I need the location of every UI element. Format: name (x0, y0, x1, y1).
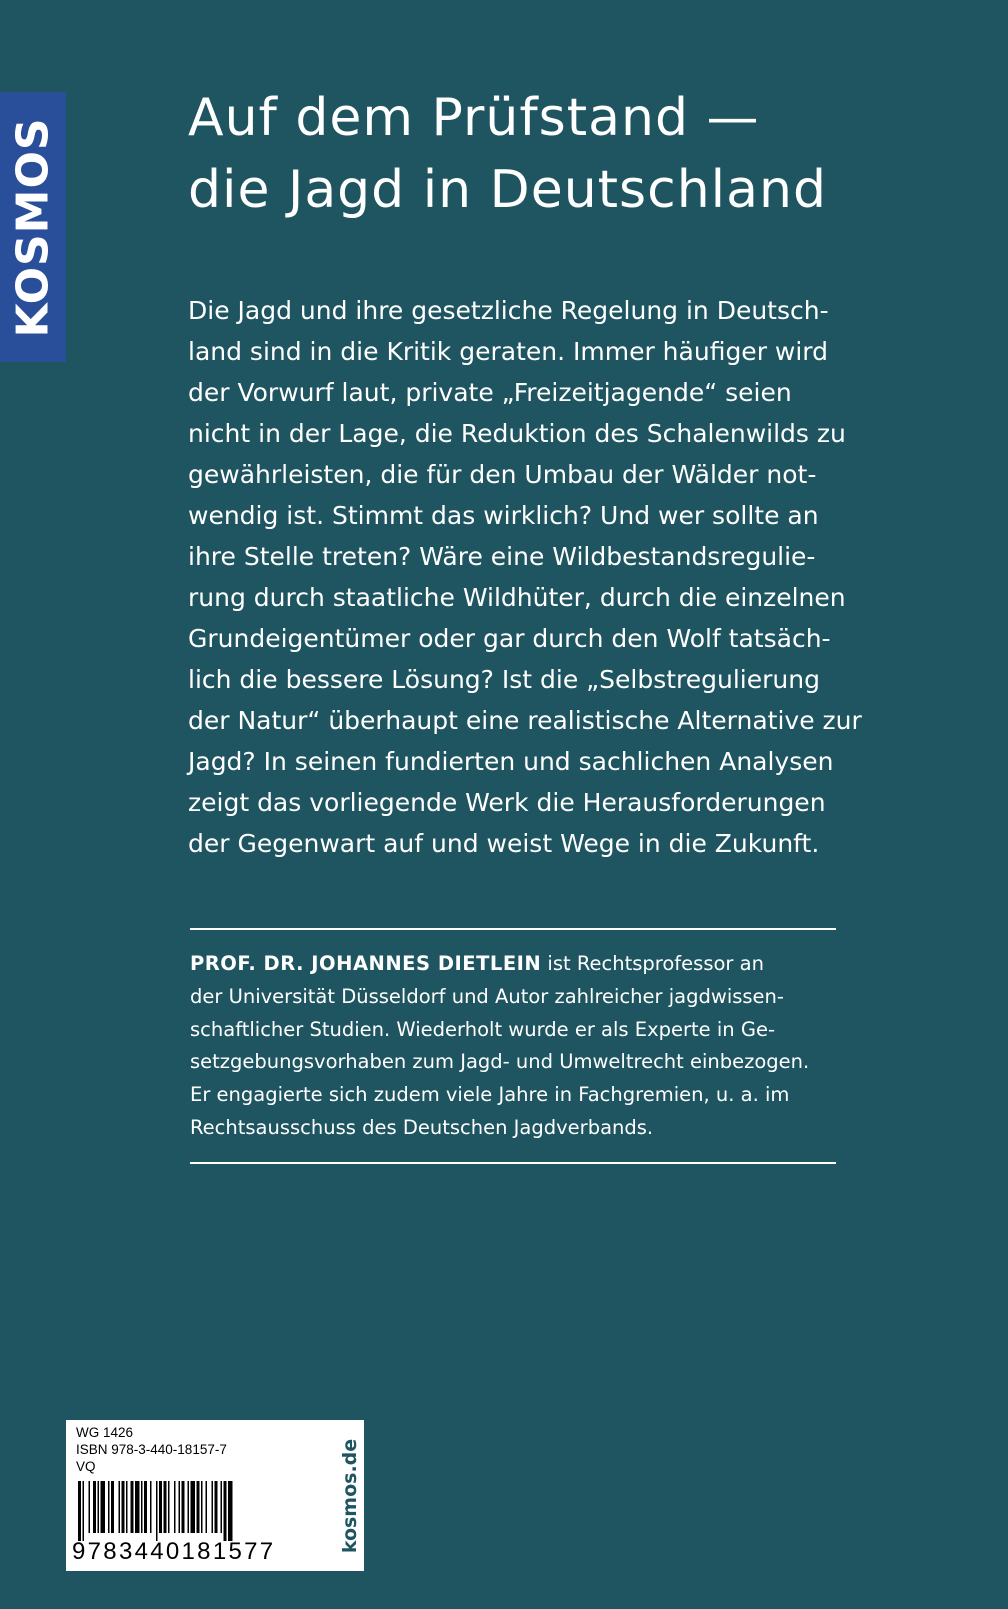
blurb-line: wendig ist. Stimmt das wirklich? Und wer sollte an (188, 501, 819, 530)
author-bio-line: schaftlicher Studien. Wiederholt wurde er als Experte in Ge- (190, 1017, 775, 1041)
publisher-logo: KOSMOS (7, 116, 59, 338)
barcode-label (66, 1420, 336, 1571)
vq-code-text: VQ (76, 1459, 96, 1474)
author-bio-line: der Universität Düsseldorf und Autor zahlreicher jagdwissen- (190, 984, 784, 1008)
website-link[interactable]: kosmos.de (339, 1438, 362, 1553)
blurb-line: Jagd? In seinen fundierten und sachlichen Analysen (188, 747, 834, 776)
barcode-digits: 9783440181577 (72, 1538, 276, 1565)
headline-line: die Jagd in Deutschland (188, 160, 827, 220)
warengruppe-text: WG 1426 (76, 1425, 134, 1440)
headline (188, 82, 968, 226)
blurb-line: gewährleisten, die für den Umbau der Wälder not- (188, 460, 817, 489)
blurb-text (188, 290, 908, 864)
publisher-logo-tab (0, 92, 66, 362)
blurb-line: lich die bessere Lösung? Ist die „Selbstregulierung (188, 665, 820, 694)
blurb-line: ihre Stelle treten? Wäre eine Wildbestandsregulie- (188, 542, 816, 571)
blurb-line: der Gegenwart auf und weist Wege in die Zukunft. (188, 829, 820, 858)
blurb-line: zeigt das vorliegende Werk die Herausforderungen (188, 788, 826, 817)
blurb-line: Grundeigentümer oder gar durch den Wolf tatsäch- (188, 624, 831, 653)
barcode-icon (74, 1481, 306, 1541)
divider-top (190, 928, 836, 930)
author-bio-line: Rechtsausschuss des Deutschen Jagdverbands. (190, 1115, 654, 1139)
blurb-line: nicht in der Lage, die Reduktion des Schalenwilds zu (188, 419, 846, 448)
headline-line: Auf dem Prüfstand — (188, 88, 760, 148)
blurb-line: land sind in die Kritik geraten. Immer häufiger wird (188, 337, 829, 366)
website-tab (336, 1420, 364, 1571)
blurb-line: der Vorwurf laut, private „Freizeitjagende“ seien (188, 378, 792, 407)
blurb-line: rung durch staatliche Wildhüter, durch die einzelnen (188, 583, 846, 612)
author-name: PROF. DR. JOHANNES DIETLEIN (190, 952, 542, 975)
divider-bottom (190, 1162, 836, 1164)
blurb-line: Die Jagd und ihre gesetzliche Regelung in Deutsch- (188, 296, 829, 325)
author-bio-line (190, 948, 850, 981)
author-bio-line: setzgebungsvorhaben zum Jagd- und Umweltrecht einbezogen. (190, 1050, 810, 1074)
author-bio-line: Er engagierte sich zudem viele Jahre in Fachgremien, u. a. im (190, 1083, 790, 1107)
isbn-text: ISBN 978-3-440-18157-7 (76, 1442, 227, 1457)
author-bio-lead: ist Rechtsprofessor an (541, 952, 764, 975)
author-bio (190, 948, 850, 1145)
blurb-line: der Natur“ überhaupt eine realistische Alternative zur (188, 706, 862, 735)
